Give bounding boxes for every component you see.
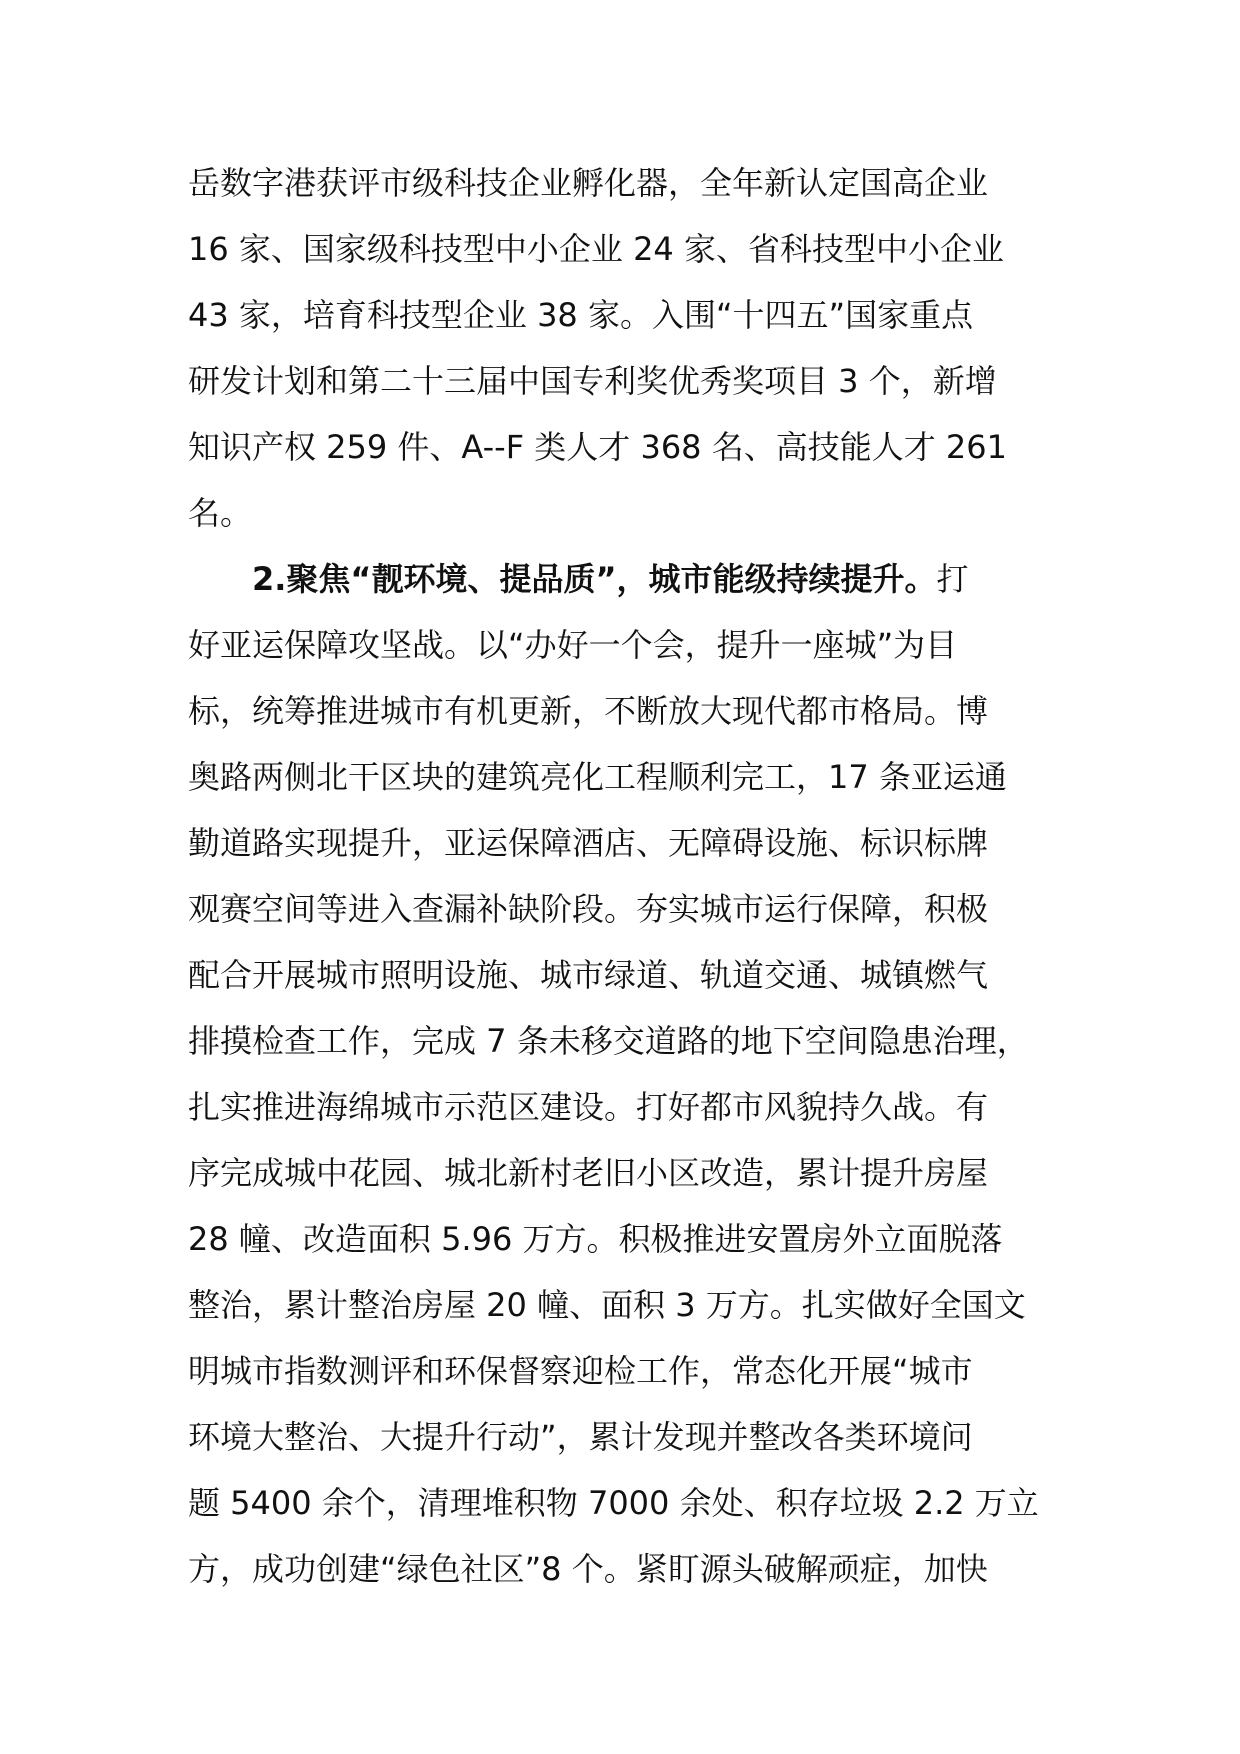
- paragraph-line: 配合开展城市照明设施、城市绿道、轨道交通、城镇燃气: [188, 956, 989, 994]
- paragraph-line: 43 家，培育科技型企业 38 家。入围“十四五”国家重点: [188, 296, 974, 334]
- paragraph-line: 16 家、国家级科技型中小企业 24 家、省科技型中小企业: [188, 230, 1004, 268]
- paragraph-line: 扎实推进海绵城市示范区建设。打好都市风貌持久战。有: [188, 1088, 989, 1126]
- paragraph-line: 标，统筹推进城市有机更新，不断放大现代都市格局。博: [188, 692, 989, 730]
- heading-line-continuation: 打: [936, 560, 969, 598]
- paragraph-line: 28 幢、改造面积 5.96 万方。积极推进安置房外立面脱落: [188, 1220, 1003, 1258]
- paragraph-line: 勤道路实现提升，亚运保障酒店、无障碍设施、标识标牌: [188, 824, 989, 862]
- paragraph-line: 整治，累计整治房屋 20 幢、面积 3 万方。扎实做好全国文: [188, 1286, 1026, 1324]
- paragraph-line: 观赛空间等进入查漏补缺阶段。夯实城市运行保障，积极: [188, 890, 989, 928]
- paragraph-line: 明城市指数测评和环保督察迎检工作，常态化开展“城市: [188, 1352, 973, 1390]
- section-heading: 2.聚焦“靓环境、提品质”，城市能级持续提升。: [252, 560, 937, 598]
- paragraph-first-line: [188, 546, 1088, 612]
- paragraph-line: 方，成功创建“绿色社区”8 个。紧盯源头破解顽症，加快: [188, 1550, 988, 1588]
- paragraph-line: 排摸检查工作，完成 7 条未移交道路的地下空间隐患治理，: [188, 1022, 1029, 1060]
- paragraph-line: 环境大整治、大提升行动”，累计发现并整改各类环境问: [188, 1418, 973, 1456]
- paragraph-line: 岳数字港获评市级科技企业孵化器，全年新认定国高企业: [188, 164, 989, 202]
- paragraph-line: 好亚运保障攻坚战。以“办好一个会，提升一座城”为目: [188, 626, 958, 664]
- paragraph-line: 知识产权 259 件、A--F 类人才 368 名、高技能人才 261: [188, 428, 1007, 466]
- paragraph-2: [188, 546, 1088, 1602]
- paragraph-line: 序完成城中花园、城北新村老旧小区改造，累计提升房屋: [188, 1154, 989, 1192]
- paragraph-1: [188, 150, 1088, 546]
- paragraph-line: 研发计划和第二十三届中国专利奖优秀奖项目 3 个，新增: [188, 362, 997, 400]
- paragraph-line: 题 5400 余个，清理堆积物 7000 余处、积存垃圾 2.2 万立: [188, 1484, 1039, 1522]
- document-body: [188, 150, 1088, 1602]
- paragraph-line: 奥路两侧北干区块的建筑亮化工程顺利完工，17 条亚运通: [188, 758, 1007, 796]
- paragraph-line: 名。: [188, 494, 253, 532]
